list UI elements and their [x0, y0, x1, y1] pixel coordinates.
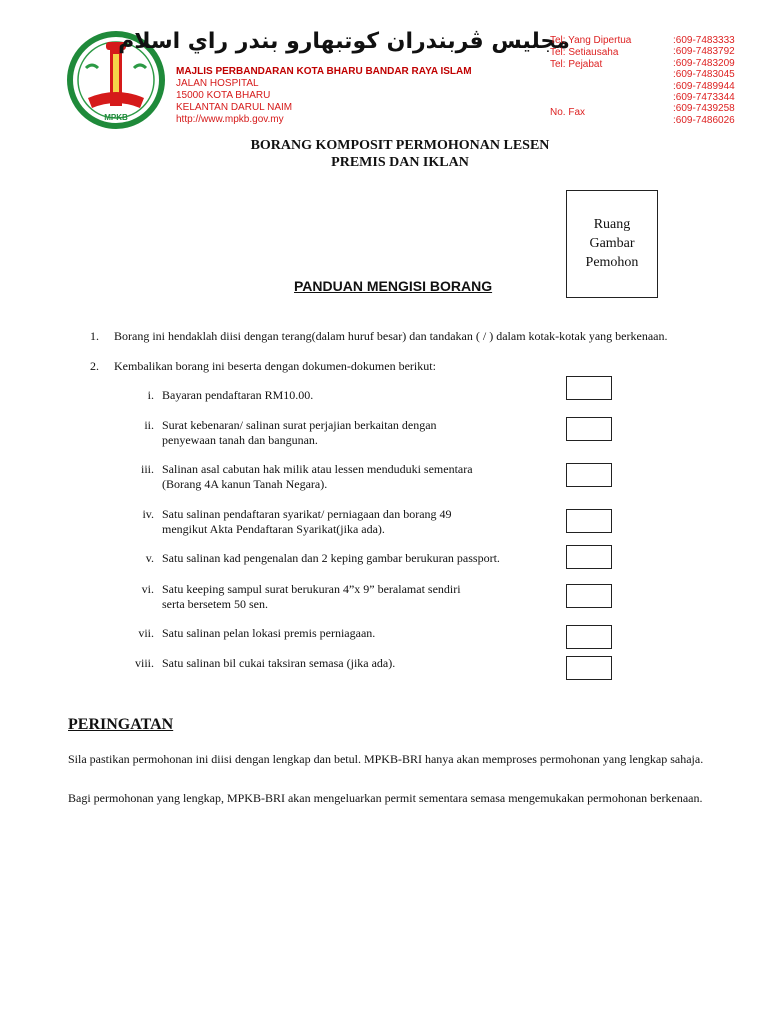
phone-number: :609-7483209: [673, 57, 735, 69]
jawi-title: [118, 18, 570, 62]
warning-text-1: Sila pastikan permohonan ini diisi dengan lengkap dan betul. MPKB-BRI hanya akan memproses permohonan yang lengkap sahaja.: [68, 752, 704, 766]
document-item-vi: [120, 582, 500, 612]
phone-number: :609-7489944: [673, 80, 735, 92]
checkbox-item-vii[interactable]: [566, 625, 612, 649]
checkbox-item-v[interactable]: [566, 545, 612, 569]
address-line-3: KELANTAN DARUL NAIM: [176, 102, 293, 113]
checkbox-item-iv[interactable]: [566, 509, 612, 533]
jawi-title-text: مجليس ڤربندران كوتبهارو بندر راي اسلام: [118, 29, 570, 54]
document-item-iv: [120, 507, 500, 537]
checkbox-item-vi[interactable]: [566, 584, 612, 608]
contact-labels: [550, 35, 631, 119]
organization-block: [176, 66, 472, 126]
warning-heading: PERINGATAN: [68, 716, 174, 733]
fax-label: No. Fax: [550, 107, 586, 118]
checkbox-item-i[interactable]: [566, 376, 612, 400]
address-line-2: 15000 KOTA BHARU: [176, 90, 271, 101]
item-number: vi.: [141, 582, 154, 596]
item-text-continued: penyewaan tanah dan bangunan.: [162, 433, 318, 447]
item-text: Bayaran pendaftaran RM10.00.: [162, 388, 314, 402]
phone-number: :609-7483045: [673, 69, 735, 81]
item-number: vii.: [138, 626, 154, 640]
checkbox-item-viii[interactable]: [566, 656, 612, 680]
instruction-1: [90, 329, 667, 344]
tel-pejabat-label: Tel: Pejabat: [550, 59, 603, 70]
instruction-2-number: 2.: [90, 359, 99, 373]
contact-numbers: [673, 35, 735, 126]
instruction-2-text: Kembalikan borang ini beserta dengan dokumen-dokumen berikut:: [114, 359, 436, 373]
item-number: v.: [145, 551, 154, 565]
phone-number: :609-7483333: [673, 35, 735, 46]
item-text: Satu keeping sampul surat berukuran 4”x 9” beralamat sendiri: [162, 582, 461, 596]
document-item-ii: [120, 418, 500, 448]
document-item-vii: [120, 626, 500, 641]
item-number: viii.: [134, 656, 154, 670]
tel-yang-dipertua-label: Tel: Yang Dipertua: [550, 35, 632, 46]
form-title: [200, 137, 600, 171]
instruction-2: [90, 359, 436, 374]
item-number: ii.: [144, 418, 154, 432]
applicant-photo-box[interactable]: [566, 190, 658, 298]
document-item-v: [120, 551, 500, 566]
logo-text: MPKB: [104, 113, 128, 122]
photo-box-line-1: Ruang: [593, 217, 631, 232]
form-title-line-1: BORANG KOMPOSIT PERMOHONAN LESEN: [250, 138, 550, 153]
item-text-continued: (Borang 4A kanun Tanah Negara).: [162, 477, 328, 491]
tel-setiausaha-label: Tel: Setiausaha: [550, 47, 619, 58]
item-text: Satu salinan bil cukai taksiran semasa (jika ada).: [162, 656, 396, 670]
item-number: iv.: [142, 507, 154, 521]
checkbox-item-iii[interactable]: [566, 463, 612, 487]
photo-box-line-3: Pemohon: [585, 255, 639, 270]
address-line-1: JALAN HOSPITAL: [176, 78, 259, 89]
instruction-1-number: 1.: [90, 329, 99, 343]
fax-number: :609-7439258: [673, 103, 735, 115]
document-item-viii: [120, 656, 500, 671]
item-text-continued: mengikut Akta Pendaftaran Syarikat(jika ada).: [162, 522, 385, 536]
phone-number: :609-7473344: [673, 92, 735, 104]
fax-number: :609-7486026: [673, 114, 735, 126]
photo-box-line-2: Gambar: [589, 236, 635, 251]
checkbox-item-ii[interactable]: [566, 417, 612, 441]
item-text: Satu salinan pendaftaran syarikat/ perniagaan dan borang 49: [162, 507, 452, 521]
org-name: MAJLIS PERBANDARAN KOTA BHARU BANDAR RAYA ISLAM: [176, 66, 472, 77]
document-item-iii: [120, 462, 500, 492]
instruction-1-text: Borang ini hendaklah diisi dengan terang(dalam huruf besar) dan tandakan ( / ) dalam kotak-kotak yang berkenaan.: [114, 329, 668, 343]
website-link[interactable]: http://www.mpkb.gov.my: [176, 114, 284, 125]
item-text-continued: serta bersetem 50 sen.: [162, 597, 268, 611]
item-text: Surat kebenaran/ salinan surat perjajian berkaitan dengan: [162, 418, 437, 432]
form-title-line-2: PREMIS DAN IKLAN: [331, 155, 469, 170]
item-text: Salinan asal cabutan hak milik atau lessen menduduki sementara: [162, 462, 473, 476]
item-number: iii.: [140, 462, 154, 476]
item-number: i.: [147, 388, 154, 402]
item-text: Satu salinan pelan lokasi premis perniagaan.: [162, 626, 376, 640]
item-text: Satu salinan kad pengenalan dan 2 keping gambar berukuran passport.: [162, 551, 500, 565]
phone-number: :609-7483792: [673, 46, 735, 58]
document-item-i: [120, 388, 500, 403]
guide-heading: PANDUAN MENGISI BORANG: [294, 278, 493, 294]
warning-text-2: Bagi permohonan yang lengkap, MPKB-BRI akan mengeluarkan permit sementara semasa mengemukakan permohonan berkenaan.: [68, 791, 703, 805]
